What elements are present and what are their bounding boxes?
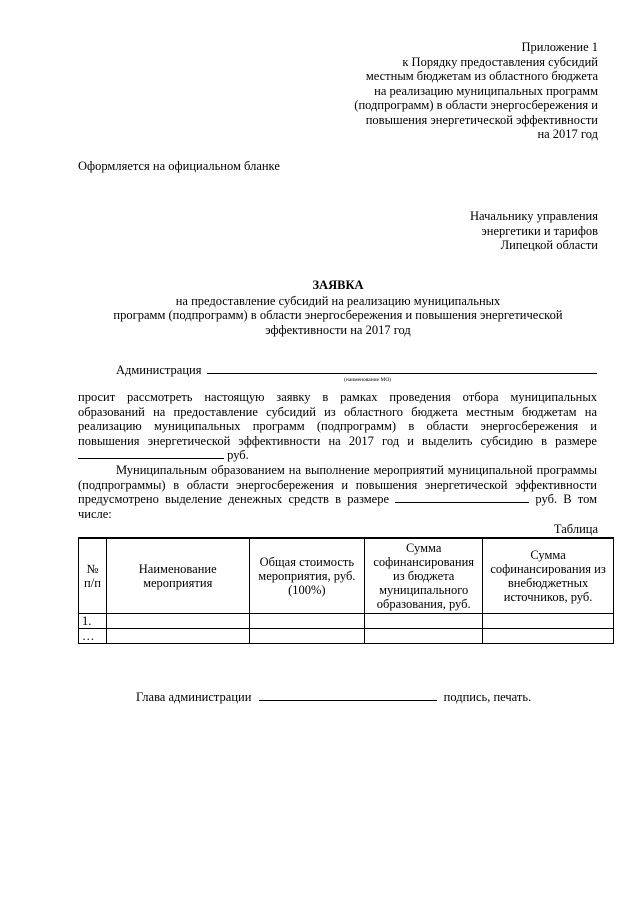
header-measure-name: Наименование мероприятия xyxy=(106,538,249,614)
table-header-row xyxy=(79,538,614,614)
header-total-cost: Общая стоимость мероприятия, руб. (100%) xyxy=(249,538,365,614)
document-title xyxy=(78,278,598,337)
table-caption: Таблица xyxy=(553,522,598,536)
cell-number: 1. xyxy=(79,614,107,629)
cell-municipal-cofinancing[interactable] xyxy=(365,629,483,644)
signature-row xyxy=(136,690,531,705)
administration-row xyxy=(116,363,596,383)
annex-line: Приложение 1 xyxy=(521,40,598,54)
title-line: на предоставление субсидий на реализацию муниципальных xyxy=(175,293,501,308)
addressee-line: Начальнику управления xyxy=(470,209,598,223)
cell-number: … xyxy=(79,629,107,644)
cell-municipal-cofinancing[interactable] xyxy=(365,614,483,629)
funding-suffix: руб. В том числе: xyxy=(78,492,598,521)
title-line: программ (подпрограмм) в области энергосбережения и повышения энергетической xyxy=(113,308,563,322)
funding-text: Муниципальным образованием на выполнение мероприятий муниципальной программы (подпрограммы) в области энергосбережения и повышения энергетической эффективности предусмотрено выделение денежных средств в размере xyxy=(78,463,597,506)
request-suffix: руб. xyxy=(227,448,249,462)
measures-table xyxy=(78,537,614,644)
annex-line: к Порядку предоставления субсидий xyxy=(402,54,598,69)
annex-line: местным бюджетам из областного бюджета xyxy=(365,69,598,83)
cell-total-cost[interactable] xyxy=(249,614,365,629)
table-row xyxy=(79,614,614,629)
title-heading: ЗАЯВКА xyxy=(312,278,364,292)
header-number: № п/п xyxy=(79,538,107,614)
annex-line: (подпрограмм) в области энергосбережения и xyxy=(354,98,598,112)
header-extrabudgetary-cofinancing: Сумма софинансирования из внебюджетных источников, руб. xyxy=(483,538,614,614)
header-municipal-cofinancing: Сумма софинансирования из бюджета муниципального образования, руб. xyxy=(365,538,483,614)
annex-line: повышения энергетической эффективности xyxy=(365,112,598,127)
official-form-note: Оформляется на официальном бланке xyxy=(78,159,280,173)
addressee-line: энергетики и тарифов xyxy=(481,223,598,238)
request-text: просит рассмотреть настоящую заявку в рамках проведения отбора муниципальных образований на предоставление субсидий из областного бюджета местным бюджетам на реализацию муниципальных программ (подпрограмм) в области энергосбережения и повышения энергетической эффективности на 2017 год и выделить субсидию в размере xyxy=(78,390,597,448)
cell-measure-name[interactable] xyxy=(106,614,249,629)
signature-label: Глава администрации xyxy=(136,690,252,704)
title-line: эффективности на 2017 год xyxy=(265,322,411,337)
annex-line: на реализацию муниципальных программ xyxy=(374,83,598,98)
request-paragraph xyxy=(78,390,597,463)
annex-line: на 2017 год xyxy=(537,127,598,141)
cell-extrabudgetary-cofinancing[interactable] xyxy=(483,629,614,644)
signature-suffix: подпись, печать. xyxy=(443,690,532,704)
subsidy-amount-field[interactable] xyxy=(78,448,224,459)
funding-paragraph xyxy=(78,463,597,521)
funding-amount-field[interactable] xyxy=(395,492,529,503)
administration-caption: (наименование МО) xyxy=(344,377,392,383)
cell-total-cost[interactable] xyxy=(249,629,365,644)
signature-field[interactable] xyxy=(259,690,437,701)
table-row xyxy=(79,629,614,644)
annex-block xyxy=(238,40,598,142)
cell-measure-name[interactable] xyxy=(106,629,249,644)
addressee-line: Липецкой области xyxy=(500,238,598,252)
addressee-block xyxy=(338,209,598,253)
administration-label: Администрация xyxy=(116,363,202,377)
administration-name-field[interactable] xyxy=(207,373,597,374)
cell-extrabudgetary-cofinancing[interactable] xyxy=(483,614,614,629)
